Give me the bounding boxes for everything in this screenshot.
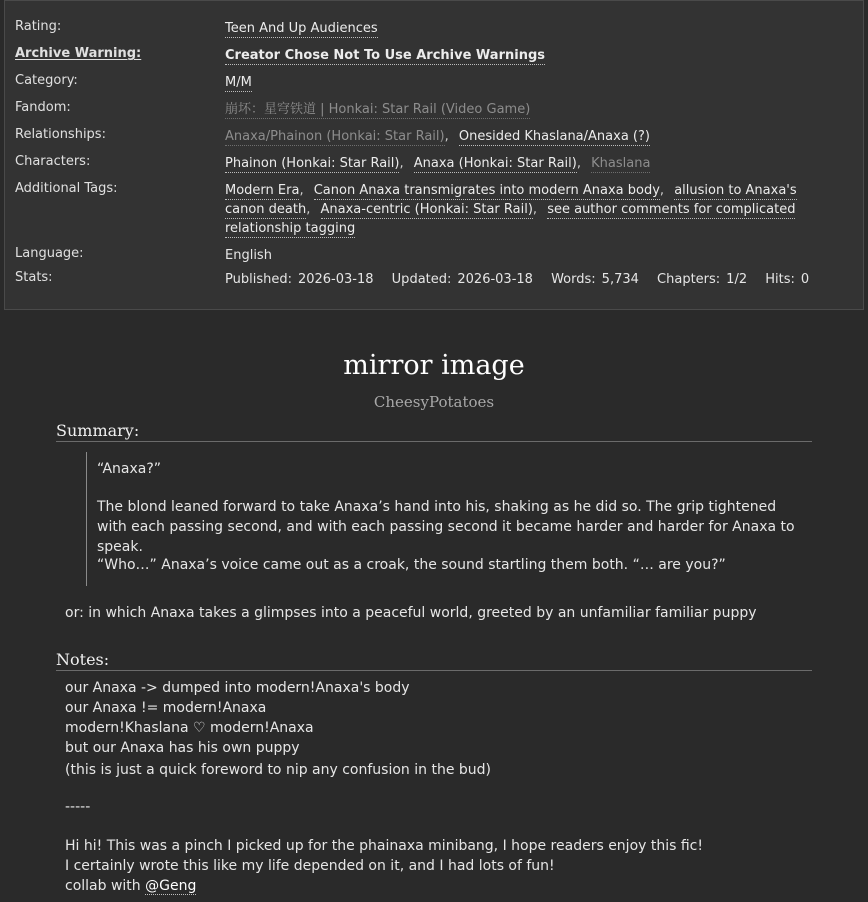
characters-label: Characters: [15, 154, 91, 169]
relationship-tag[interactable]: Anaxa/Phainon (Honkai: Star Rail) [225, 129, 445, 144]
published-date: 2026-03-18 [297, 272, 374, 287]
author-link[interactable]: CheesyPotatoes [373, 393, 495, 411]
freeform-tag[interactable]: Canon Anaxa transmigrates into modern Anaxa body [313, 183, 660, 198]
user-mention-link[interactable]: @Geng [145, 878, 197, 894]
summary-quote-paragraph: The blond leaned forward to take Anaxa’s hand into his, shaking as he did so. The grip tightened with each passing second, and with each passing second it became harder and harder for Anaxa to speak. [97, 499, 795, 555]
summary-text: or: in which Anaxa takes a glimpses into a peaceful world, greeted by an unfamiliar familiar puppy [65, 605, 757, 621]
freeform-tag[interactable]: see author comments for complicated relationship tagging [225, 202, 796, 236]
collab-text: collab with [65, 878, 146, 894]
stats-values [225, 270, 811, 289]
published-label: Published: [225, 272, 292, 287]
notes-line: I certainly wrote this like my life depended on it, and I had lots of fun! [65, 858, 555, 874]
work-meta-box: Rating: Teen And Up Audiences Archive Warning: Creator Chose Not To Use Archive Warnings Category: M/M Fandom: 崩坏：星穹铁道 | Honkai: Star Rail (Video Game) Relationships: Anaxa/Phainon (Honkai: Star Rail), Onesided Khaslana/Anaxa (?) Characters: Phainon (Honkai: Star Rail), Anaxa (Honkai: Star Rail), Khaslana Additional Tags: Modern Era, Canon Anaxa transmigrates into modern Anaxa body, allusion to Anaxa's canon death, Anaxa-centric (Honkai: Star Rail), see author comments for complicated relationship tagging Language: English Stats: Published: 2026-03-18 Updated: 2026-03-18 Words: 5,734 Chapters: 1/2 Hits: 0 [4, 0, 864, 310]
rating-tag[interactable]: Teen And Up Audiences [225, 21, 378, 36]
freeform-tag[interactable]: Anaxa-centric (Honkai: Star Rail) [320, 202, 533, 217]
category-label: Category: [15, 73, 78, 88]
relationships-label: Relationships: [15, 127, 106, 142]
summary-blockquote [86, 452, 806, 586]
summary-heading: Summary: [56, 421, 812, 442]
fandom-tag[interactable]: 崩坏：星穹铁道 | Honkai: Star Rail (Video Game) [225, 102, 531, 117]
relationship-tag[interactable]: Onesided Khaslana/Anaxa (?) [458, 129, 650, 144]
updated-date: 2026-03-18 [457, 272, 533, 287]
notes-line: but our Anaxa has his own puppy [65, 740, 300, 756]
chapters-label: Chapters: [657, 272, 721, 287]
character-tag[interactable]: Anaxa (Honkai: Star Rail) [413, 156, 577, 171]
character-tag[interactable]: Phainon (Honkai: Star Rail) [225, 156, 400, 171]
hits-label: Hits: [765, 272, 795, 287]
notes-line: Hi hi! This was a pinch I picked up for the phainaxa minibang, I hope readers enjoy this fic! [65, 838, 703, 854]
notes-divider: ----- [65, 799, 91, 815]
updated-label: Updated: [391, 272, 452, 287]
language-value: English [225, 248, 272, 263]
summary-quote-line: “Who…” Anaxa’s voice came out as a croak, the sound startling them both. “… are you?” [97, 557, 726, 573]
hit-count: 0 [800, 272, 810, 287]
stats-label: Stats: [15, 270, 53, 285]
notes-line: (this is just a quick foreword to nip any confusion in the bud) [65, 762, 491, 778]
notes-collab-line [65, 876, 196, 896]
word-count: 5,734 [601, 272, 639, 287]
notes-line: our Anaxa -> dumped into modern!Anaxa's body [65, 680, 410, 696]
summary-quote-line: “Anaxa?” [97, 461, 162, 477]
language-label: Language: [15, 246, 84, 261]
chapter-count: 1/2 [726, 272, 748, 287]
character-tag[interactable]: Khaslana [591, 156, 651, 171]
work-title: mirror image [343, 350, 525, 381]
words-label: Words: [551, 272, 596, 287]
additional-tags-label: Additional Tags: [15, 181, 118, 196]
fandom-label: Fandom: [15, 100, 71, 115]
notes-heading: Notes: [56, 650, 812, 671]
warning-label: Archive Warning: [15, 46, 142, 61]
category-tag[interactable]: M/M [225, 75, 252, 90]
warning-tag[interactable]: Creator Chose Not To Use Archive Warnings [225, 48, 545, 63]
freeform-tag[interactable]: allusion to Anaxa's canon death [225, 183, 797, 217]
notes-line: modern!Khaslana ♡ modern!Anaxa [65, 720, 314, 736]
freeform-tag[interactable]: Modern Era [225, 183, 300, 198]
notes-line: our Anaxa != modern!Anaxa [65, 700, 267, 716]
rating-label: Rating: [15, 19, 62, 34]
